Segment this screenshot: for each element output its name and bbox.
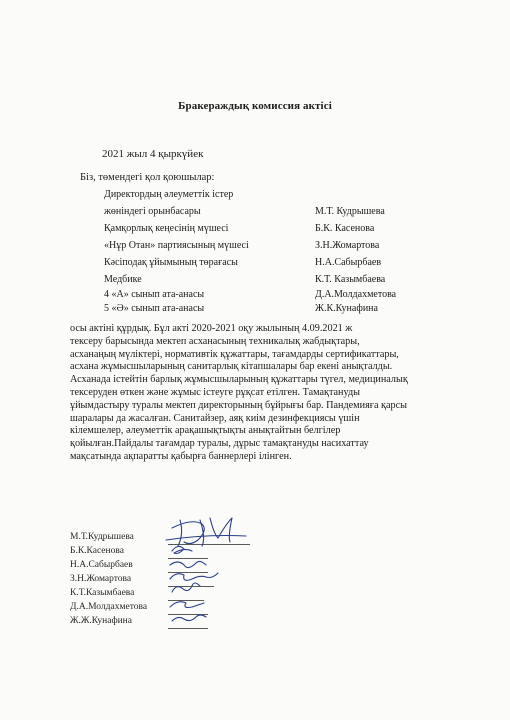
member-name: Д.А.Молдахметова (315, 289, 397, 300)
signatory-name: К.Т.Казымбаева (70, 588, 135, 598)
member-role: жөніндегі орынбасары (104, 206, 201, 217)
body-line: тексеруден өткен және жұмыс істеуге рұқсат етілген. Тамақтануды (70, 386, 360, 398)
body-line: кілемшелер, әлеуметтік арақашықтықты анықтайтын белгілер (70, 425, 341, 437)
member-role: 5 «Ә» сынып ата-анасы (104, 303, 205, 314)
document-date: 2021 жыл 4 қыркүйек (102, 148, 204, 160)
body-line: ұйымдастыру туралы мектеп директорының бұйрығы бар. Пандемияға қарсы (70, 399, 407, 411)
intro-text: Біз, төмендегі қол қоюшылар: (80, 172, 215, 183)
body-line: осы актіні құрдық. Бұл акті 2020-2021 оқу жылының 4.09.2021 ж (70, 323, 353, 334)
member-role: Кәсіподақ ұйымының төрағасы (104, 257, 238, 268)
signatory-name: Б.К.Касенова (70, 546, 124, 556)
member-name: Б.К. Касенова (315, 223, 375, 234)
signatory-name: Н.А.Сабырбаев (70, 560, 133, 570)
body-line: асханаңың мүліктері, нормативтік құжаттары, тағамдарды сертификаттары, (70, 348, 399, 360)
member-role: Медбике (104, 274, 142, 285)
body-line: қойылған.Пайдалы тағамдар туралы, дұрыс тамақтануды насихаттау (70, 438, 369, 450)
member-role: «Нұр Отан» партиясының мүшесі (104, 240, 249, 251)
member-role: Директордың әлеуметтік істер (104, 189, 234, 200)
signatory-name: М.Т.Кудрышева (70, 532, 134, 542)
member-role: Қамқорлық кеңесінің мүшесі (104, 223, 229, 234)
body-line: шаралары да жасалған. Санитайзер, аяқ киім дезинфекциясы үшін (70, 412, 360, 424)
member-name: М.Т. Кудрышева (315, 206, 385, 217)
signatory-name: Ж.Ж.Кунафина (70, 616, 132, 626)
member-name: З.Н.Жомартова (315, 240, 380, 251)
body-line: мақсатында ақпаратты қабырға баннерлері ілінген. (70, 450, 292, 462)
member-name: К.Т. Казымбаева (315, 274, 386, 285)
body-line: Асханада істейтін барлық жұмысшыларының құжаттары түгел, медициналық (70, 374, 408, 386)
member-role: 4 «А» сынып ата-анасы (104, 289, 205, 300)
signatory-name: З.Н.Жомартова (70, 574, 132, 584)
signatory-name: Д.А.Молдахметова (70, 602, 148, 612)
document-title: Бракераждық комиссия актісі (178, 100, 332, 112)
body-line: тексеру барысында мектеп асханасының техникалық жабдықтары, (70, 335, 360, 347)
body-line: асхана жұмысшыларының санитарлық кітапшалары бар екені анықталды. (70, 361, 393, 373)
member-name: Ж.К.Кунафина (315, 303, 378, 314)
member-name: Н.А.Сабырбаев (315, 257, 382, 268)
